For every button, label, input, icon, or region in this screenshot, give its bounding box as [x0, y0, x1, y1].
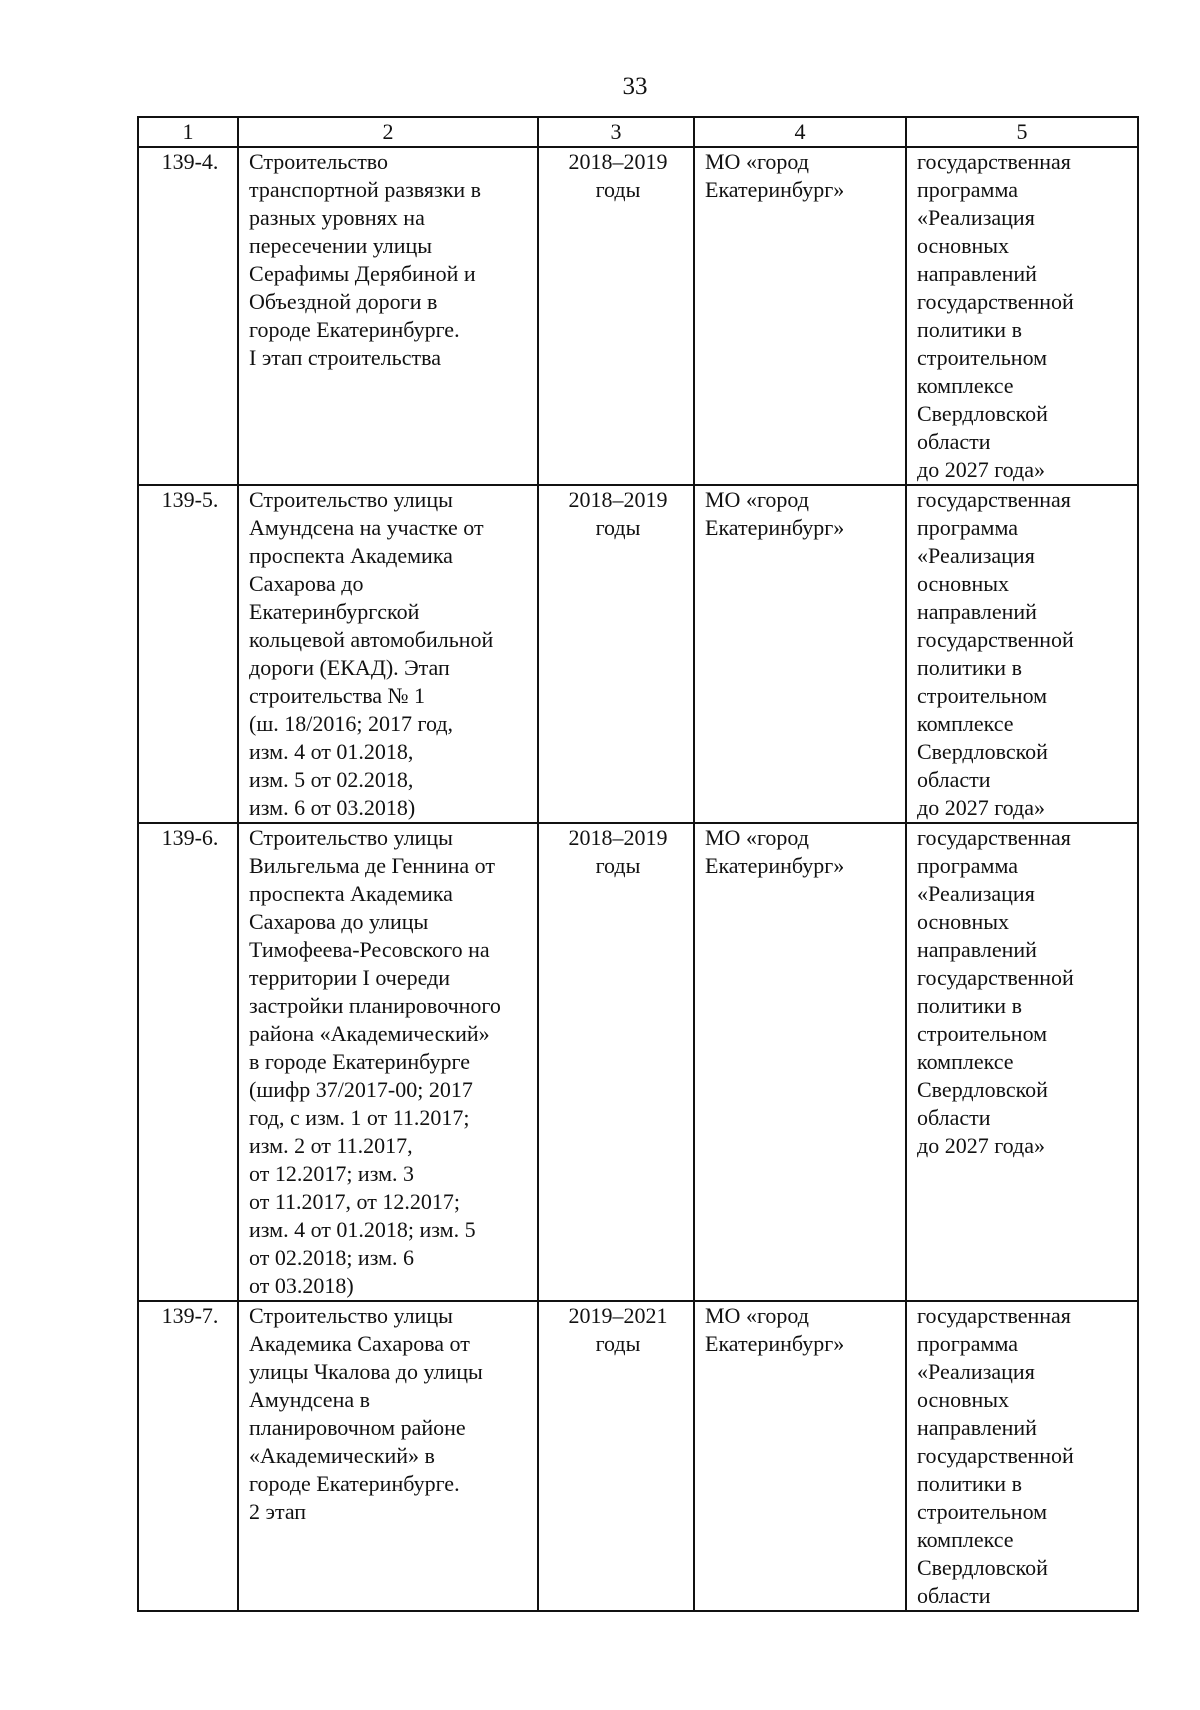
period-cell	[538, 1301, 694, 1611]
object-name-cell-line: изм. 4 от 01.2018; изм. 5	[249, 1217, 476, 1242]
object-name-cell-line: района «Академический»	[249, 1021, 490, 1046]
program-cell-line: комплексе	[917, 373, 1014, 398]
program-cell-line: строительном	[917, 683, 1048, 708]
program-cell-line: «Реализация	[917, 543, 1035, 568]
object-name-cell-line: Строительство	[249, 149, 389, 174]
program-cell-line: направлений	[917, 1415, 1037, 1440]
object-name-cell-line: от 11.2017, от 12.2017;	[249, 1189, 460, 1214]
municipality-cell-line: Екатеринбург»	[705, 1331, 845, 1356]
program-cell-line: политики в	[917, 993, 1022, 1018]
object-name-cell-line: Академика Сахарова от	[249, 1331, 470, 1356]
program-cell-line: Свердловской	[917, 401, 1048, 426]
object-name-cell-line: Строительство улицы	[249, 1303, 453, 1328]
program-cell-line: государственной	[917, 965, 1074, 990]
program-cell-line: Свердловской	[917, 1077, 1048, 1102]
municipality-cell-line: Екатеринбург»	[705, 853, 845, 878]
program-cell-line: государственной	[917, 1443, 1074, 1468]
program-cell-line: до 2027 года»	[917, 457, 1045, 482]
table-row	[138, 485, 1138, 823]
object-name-cell-line: улицы Чкалова до улицы	[249, 1359, 483, 1384]
period-cell-line: годы	[595, 1331, 641, 1356]
page-number: 33	[622, 73, 648, 100]
program-cell-line: Свердловской	[917, 1555, 1048, 1580]
row-number-cell: 139-5.	[138, 485, 238, 823]
program-cell-line: основных	[917, 1387, 1010, 1412]
program-cell-line: государственная	[917, 1303, 1071, 1328]
program-cell	[906, 485, 1138, 823]
object-name-cell-line: городе Екатеринбурге.	[249, 1471, 460, 1496]
object-name-cell-line: I этап строительства	[249, 345, 441, 370]
program-cell-line: программа	[917, 515, 1019, 540]
program-cell-line: программа	[917, 177, 1019, 202]
municipality-cell-line: Екатеринбург»	[705, 177, 845, 202]
object-name-cell-line: от 12.2017; изм. 3	[249, 1161, 415, 1186]
column-header-5: 5	[906, 117, 1138, 147]
row-number-cell: 139-7.	[138, 1301, 238, 1611]
object-name-cell-line: территории I очереди	[249, 965, 451, 990]
row-number-cell: 139-6.	[138, 823, 238, 1301]
municipality-cell-line: МО «город	[705, 825, 809, 850]
object-name-cell-line: изм. 6 от 03.2018)	[249, 795, 416, 820]
object-name-cell-line: Серафимы Дерябиной и	[249, 261, 476, 286]
program-cell-line: государственная	[917, 149, 1071, 174]
object-name-cell-line: Екатеринбургской	[249, 599, 420, 624]
municipality-cell-line: Екатеринбург»	[705, 515, 845, 540]
period-cell-line: годы	[595, 515, 641, 540]
municipality-cell	[694, 485, 906, 823]
object-name-cell-line: Амундсена на участке от	[249, 515, 484, 540]
column-header-4: 4	[694, 117, 906, 147]
period-cell-line: 2019–2021	[568, 1303, 668, 1328]
period-cell	[538, 147, 694, 485]
program-cell-line: до 2027 года»	[917, 795, 1045, 820]
program-cell-line: «Реализация	[917, 1359, 1035, 1384]
municipality-cell	[694, 147, 906, 485]
program-cell-line: программа	[917, 853, 1019, 878]
period-cell-line: 2018–2019	[568, 149, 668, 174]
municipality-cell-line: МО «город	[705, 1303, 809, 1328]
object-name-cell-line: кольцевой автомобильной	[249, 627, 494, 652]
object-name-cell-line: проспекта Академика	[249, 881, 453, 906]
program-cell	[906, 823, 1138, 1301]
program-cell-line: направлений	[917, 937, 1037, 962]
object-name-cell-line: изм. 2 от 11.2017,	[249, 1133, 413, 1158]
table-header-row	[138, 117, 1138, 147]
object-name-cell-line: 2 этап	[249, 1499, 307, 1524]
program-cell-line: основных	[917, 909, 1010, 934]
object-name-cell-line: Строительство улицы	[249, 825, 453, 850]
column-header-3: 3	[538, 117, 694, 147]
object-name-cell-line: Тимофеева-Ресовского на	[249, 937, 490, 962]
object-name-cell-line: (ш. 18/2016; 2017 год,	[249, 711, 454, 736]
program-cell-line: политики в	[917, 1471, 1022, 1496]
period-cell-line: годы	[595, 177, 641, 202]
program-cell-line: строительном	[917, 1021, 1048, 1046]
program-cell-line: «Реализация	[917, 205, 1035, 230]
object-name-cell-line: Амундсена в	[249, 1387, 370, 1412]
object-name-cell-line: пересечении улицы	[249, 233, 433, 258]
municipality-cell-line: МО «город	[705, 487, 809, 512]
program-cell-line: строительном	[917, 345, 1048, 370]
municipality-cell	[694, 823, 906, 1301]
program-cell-line: политики в	[917, 317, 1022, 342]
object-name-cell-line: Сахарова до улицы	[249, 909, 429, 934]
program-cell-line: политики в	[917, 655, 1022, 680]
program-cell-line: направлений	[917, 599, 1037, 624]
object-name-cell-line: «Академический» в	[249, 1443, 435, 1468]
object-name-cell-line: изм. 5 от 02.2018,	[249, 767, 414, 792]
program-cell-line: программа	[917, 1331, 1019, 1356]
object-name-cell-line: от 02.2018; изм. 6	[249, 1245, 415, 1270]
program-cell-line: основных	[917, 571, 1010, 596]
program-cell-line: комплексе	[917, 711, 1014, 736]
object-name-cell-line: год, с изм. 1 от 11.2017;	[249, 1105, 470, 1130]
object-name-cell	[238, 485, 538, 823]
program-cell-line: комплексе	[917, 1049, 1014, 1074]
program-cell-line: строительном	[917, 1499, 1048, 1524]
object-name-cell-line: Строительство улицы	[249, 487, 453, 512]
municipality-cell	[694, 1301, 906, 1611]
object-name-cell	[238, 1301, 538, 1611]
program-cell-line: основных	[917, 233, 1010, 258]
program-cell-line: государственной	[917, 627, 1074, 652]
row-number-cell: 139-4.	[138, 147, 238, 485]
table-row	[138, 1301, 1138, 1611]
object-name-cell-line: разных уровнях на	[249, 205, 425, 230]
object-name-cell-line: изм. 4 от 01.2018,	[249, 739, 414, 764]
object-name-cell-line: (шифр 37/2017-00; 2017	[249, 1077, 473, 1102]
object-name-cell-line: городе Екатеринбурге.	[249, 317, 460, 342]
table-row	[138, 147, 1138, 485]
column-header-1: 1	[138, 117, 238, 147]
program-cell-line: области	[917, 1583, 991, 1608]
object-name-cell-line: от 03.2018)	[249, 1273, 354, 1298]
program-cell-line: Свердловской	[917, 739, 1048, 764]
program-cell-line: области	[917, 1105, 991, 1130]
table-row	[138, 823, 1138, 1301]
column-header-2: 2	[238, 117, 538, 147]
program-cell-line: государственной	[917, 289, 1074, 314]
period-cell-line: 2018–2019	[568, 487, 668, 512]
object-name-cell-line: застройки планировочного	[249, 993, 501, 1018]
period-cell	[538, 485, 694, 823]
program-cell-line: области	[917, 767, 991, 792]
object-name-cell-line: Сахарова до	[249, 571, 364, 596]
program-cell-line: направлений	[917, 261, 1037, 286]
object-name-cell-line: дороги (ЕКАД). Этап	[249, 655, 450, 680]
object-name-cell-line: планировочном районе	[249, 1415, 466, 1440]
object-name-cell	[238, 823, 538, 1301]
period-cell-line: годы	[595, 853, 641, 878]
object-name-cell-line: строительства № 1	[249, 683, 426, 708]
program-cell-line: государственная	[917, 487, 1071, 512]
program-cell	[906, 147, 1138, 485]
object-name-cell	[238, 147, 538, 485]
program-cell-line: государственная	[917, 825, 1071, 850]
program-cell-line: «Реализация	[917, 881, 1035, 906]
period-cell-line: 2018–2019	[568, 825, 668, 850]
period-cell	[538, 823, 694, 1301]
object-name-cell-line: Объездной дороги в	[249, 289, 438, 314]
document-table	[137, 116, 1139, 1612]
program-cell-line: области	[917, 429, 991, 454]
municipality-cell-line: МО «город	[705, 149, 809, 174]
object-name-cell-line: проспекта Академика	[249, 543, 453, 568]
object-name-cell-line: транспортной развязки в	[249, 177, 482, 202]
program-cell-line: до 2027 года»	[917, 1133, 1045, 1158]
object-name-cell-line: Вильгельма де Геннина от	[249, 853, 495, 878]
object-name-cell-line: в городе Екатеринбурге	[249, 1049, 470, 1074]
table-body	[138, 147, 1138, 1611]
program-cell	[906, 1301, 1138, 1611]
program-cell-line: комплексе	[917, 1527, 1014, 1552]
